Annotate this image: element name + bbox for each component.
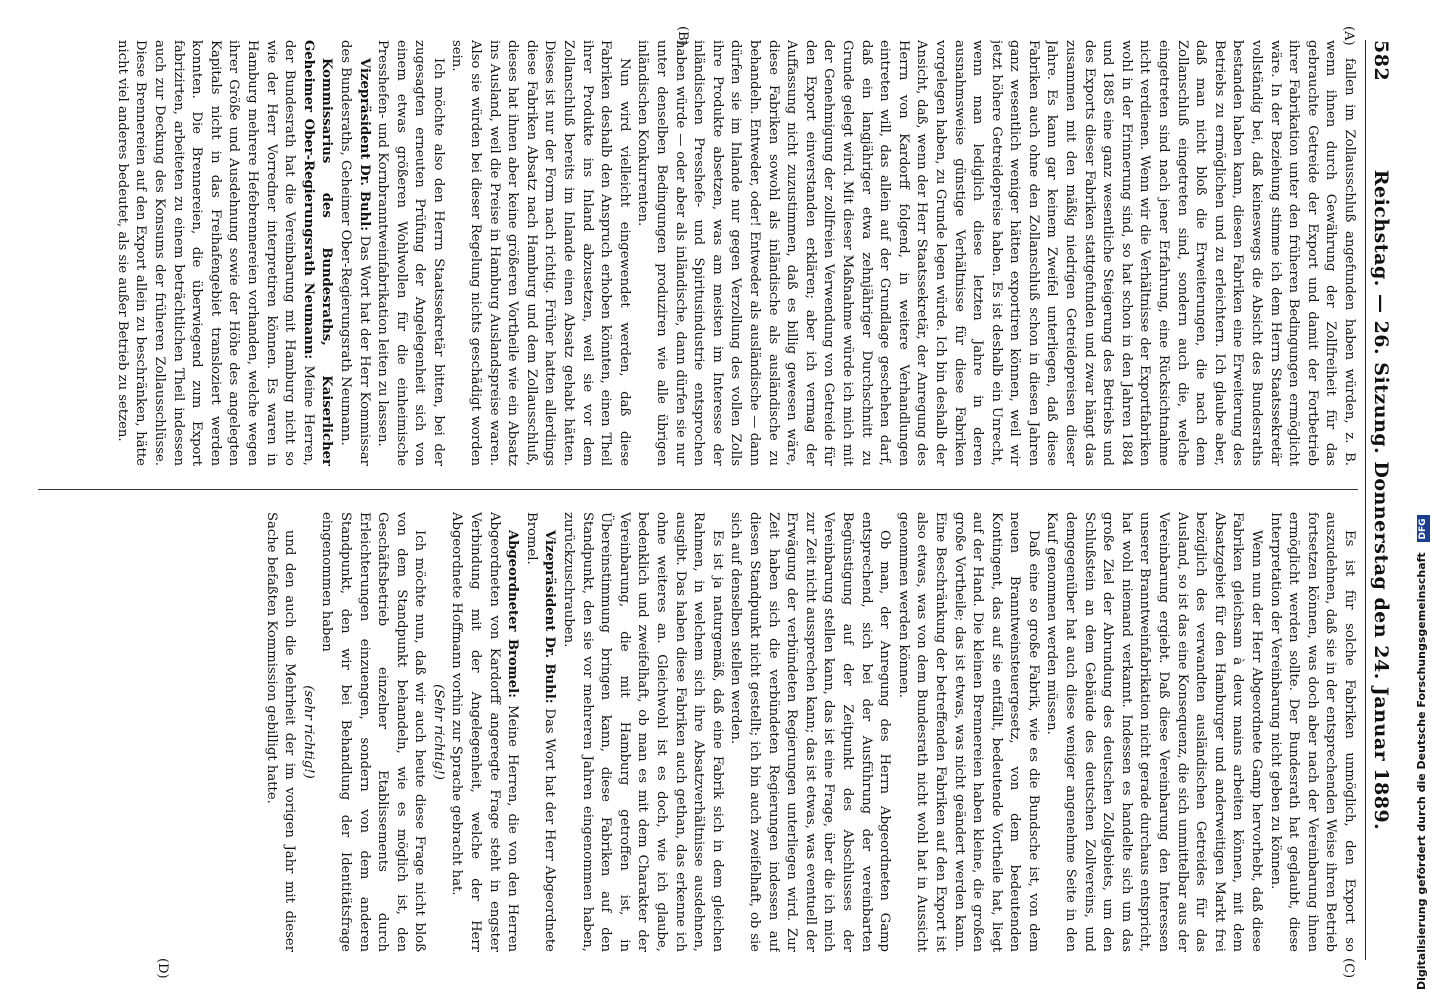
paragraph [726,512,893,952]
paragraph-text: Ich möchte also den Herrn Staatssekretär bitten, bei der zugesagten erneuten Prüfung der Angelegenheit sich von einem etwas größeren Wohlwollen für die einheimische Presshefen- und Kornbranntweinfabrikation leiten zu lassen. [375,40,446,466]
paragraph-text: Es ist ja naturgemäß, daß eine Fabrik sich in dem gleichen Rahmen, in welchem sich ihre Absatzverhältnisse ausdehnen, ausgibt. Das haben diese Fabriken auch gethan, das erkenne ich ohne weiteres an. Gleichwohl ist es doch, wie ich glaube, bedenklich und zweifelhaft, ob man es mit dem Charakter der Vereinbarung, die mit Hamburg getroffen ist, in Übereinstimmung bringen kann, diese Fabriken auf den Standpunkt, den sie vor mehreren Jahren eingenommen haben, zurückzuschrauben. [561,512,725,952]
paragraph [1265,512,1358,952]
paragraph [1042,512,1265,952]
paragraph-text: Daß eine so große Fabrik, wie es die Bundsche ist, von dem neuen Branntweinsteuergesetz, von dem bedeutenden Kontingent, das auf sie entfällt, bedeutende Vortheile hat, liegt auf der Hand. Die kleinen Brennereien haben kleine, die großen große Vortheile; das ist etwas, was nicht geändert werden kann. Eine Beschränkung der betreffenden Fabriken auf den Export ist also etwas, was von dem Bundesrath nicht wohl hat in Aussicht genommen werden können. [895,512,1041,952]
paragraph [373,40,447,466]
paragraph-text: Das Wort hat der Herr Abgeordnete Bromel. [523,512,558,952]
speaker-name: Kommissarius des Bundesraths, Kaiserlicher Geheimer Ober-Regierungsrath Neumann: [300,40,335,466]
page-number: 582 [1370,40,1392,82]
left-text-column [48,40,1358,466]
paragraph [447,40,633,466]
right-text-column [48,512,1358,952]
paragraph-text: Meine Herren, der Bundesrath hat die Vereinbarung mit Hamburg nicht so wie der Herr Vorredner interpretiren können. Es waren in Hamburg mehrere Hefebrennereien vorhanden, welche wegen ihrer Größe und Ausdehnung sowie der Höhe des angelegten Kapitals nicht in das Freihafengebiet transloziert werden konnten. Die Brennereien, die überwiegend zum Export fabrizirten, arbeiteten zu einem beträchtlichen Theil indessen auch zur Deckung des Konsums der früheren Zollausschlüsse. Diese Brennereien auf den Export allein zu beschränken, hätte nicht viel anderes bedeutet, als sie außer Betrieb zu setzen. [114,40,316,466]
paragraph-text: Ob man, der Anregung des Herrn Abgeordneten Gamp entsprechend, sich bei der Ausführung der vereinbarten Begünstigung auf der Zeitpunkt des Abschlusses der Vereinbarung stellen kann, das ist eine Frage, über die ich mich zur Zeit nicht aussprechen kann; das ist etwas, was eventuell der Erwägung der verbündeten Regierungen unterliegen wird. Zur Zeit haben sich die verbündeten Regierungen indessen auf diesen Standpunkt nicht gestellt; ich bin auch zweifelhaft, ob sie sich auf denselben stellen werden. [728,512,893,952]
margin-marker-c: (C) [1341,958,1356,979]
digitization-footer [1412,0,1432,1000]
footer-strip [1412,0,1432,1000]
paragraph [317,512,429,952]
paragraph-text: fallen im Zollausschluß angefunden haben würden, z. B. wenn ihnen durch Gewährung der Zollfreiheit für das gebrauchte Getreide der Export und damit der Fortbetrieb ihrer Fabrikation unter den früheren Bedingungen ermöglicht wäre. In der Beziehung stimme ich dem Herrn Staatssekretär vollständig bei, daß keineswegs die Absicht des Bundesraths bestanden haben kann, diesen Fabriken eine Erweiterung des Betriebs zu ermöglichen und zu erleichtern. Ich glaube aber, daß man nicht bloß die Erweiterungen, die nach dem Zollanschluß eingetreten sind, sondern auch die, welche eingetreten sind nach jener Erfahrung, eine Rücksichtnahme nicht verdienen. Wenn wir die Verhältnisse der Exportfabriken wohl in der Erinnerung sind, so hat schon in den Jahren 1884 und 1885 eine ganz wesentliche Steigerung des Betriebs und des Exports dieser Fabriken stattgefunden und zwar hängt das zusammen mit den mäßig niedrigen Getreidepreisen dieser Jahre. Es kann gar keinem Zweifel unterliegen, daß diese Fabriken auch ohne den Zollanschluß schon in diesen Jahren ganz wesentlich weniger hätten exportiren können, weil wir jetzt höhere Getreidepreise haben. Es ist deshalb ein Unrecht, wenn man lediglich diese letzten Jahre in deren ausnahmsweise günstige Verhältnisse für diese Fabriken vorgelegen haben, zu Grunde legen würde. Ich bin deshalb der Ansicht, daß, wenn der Herr Staatssekretär, der Anregung des Herrn von Kardorff folgend, in weitere Verhandlungen eintreten will, das allein auf der Grundlage geschehen darf, daß ein langjähriger etwa zehnjähriger Durchschnitt zu Grunde gelegt wird. Mit dieser Maßnahme würde ich mich mit der Genehmigung der zollfreien Verwendung von Getreide für den Export einverstanden erklären; aber ich vermag der Auffassung nicht zuzustimmen, daß es billig gewesen wäre, diese Fabriken sowohl als inländische als ausländische zu behandeln. Entweder, oder! Entweder als ausländische — dann dürfen sie im Inlande nur gegen Verzollung des vollen Zolls ihre Produkte absetzen, was am meisten im Interesse der inländischen Presshefe- und Spiritusindustrie entsprochen haben würde — oder aber als inländische, dann dürfen sie nur unter denselben Bedingungen produziren wie alle übrigen inländischen Konkurrenten. [635,40,1357,466]
paragraph-text: Das Wort hat der Herr Kommissar des Bundesraths, Geheimer Ober-Regierungsrath Neumann. [337,40,372,466]
margin-marker-a: (A) [1341,26,1356,46]
interjection: (sehr richtig!) [300,685,316,779]
paragraph-text: Es ist für solche Fabriken unmöglich, den Export so auszudehnen, daß sie in der entsprechenden Weise ihren Betrieb fortsetzen können, was doch aber nach der Vereinbarung ihnen ermöglicht werden sollte. Der Bundesrath hat geglaubt, diese Interpretation der Vereinbarung nicht geben zu können. [1267,512,1357,952]
margin-marker-d: (D) [155,958,170,979]
column-divider [38,489,1358,490]
paragraph-text: Ich möchte nun, daß wir auch heute diese Frage nicht bloß von dem Standpunkt behandeln, wie es möglich ist, den Geschäftsbetrieb einzelner Etablissements durch Erleichterungen einzuengen, sondern von dem anderen Standpunkt, den wir bei Behandlung der Identitätsfrage eingenommen haben [319,512,428,952]
paragraph [447,512,521,952]
paragraph [335,40,372,466]
interjection: (Sehr richtig!) [430,684,446,780]
paragraph [521,512,558,952]
page-header [1365,40,1400,960]
paragraph [893,512,1042,952]
dfg-logo: DFG [1417,515,1430,542]
paragraph-text: Nun wird vielleicht eingewendet werden, daß diese Fabriken deshalb den Anspruch erhoben könnten, einen Theil ihrer Produkte ins Inland abzusetzen, weil sie vor dem Zollanschluß bereits im Inlande einen Absatz gehabt hätten. Dieses ist nur der Form nach richtig. Früher hatten allerdings diese Fabriken Absatz nach Hamburg und dem Zollausschluß, dieses hat ihnen aber keine größeren Vortheile wie ein Absatz ins Ausland, weil die Preise in Hamburg Auslandspreise waren. Also sie würden bei dieser Regelung nichts geschädigt worden sein. [449,40,632,466]
paragraph [261,512,298,952]
paragraph-text: Wenn nun der Herr Abgeordnete Gamp hervorhebt, daß diese Fabriken gleichsam à deux mains arbeiten können, mit dem Absatzgebiet für den Hamburger und anderweitigen Markt frei bezüglich des verwandten ausländischen Getreides für das Ausland, so ist das eine Konsequenz, die sich unmittelbar aus der Vereinbarung ergiebt. Daß diese Vereinbarung den Interessen unserer Branntweinfabrikation nicht gerade durchaus entspricht, hat wohl niemand verkannt. Indessen es handelte sich um das große Ziel der Abrundung des deutschen Zollgebiets, um den Schlußstein an dem Gebäude des deutschen Zollvereins, und demgegenüber hat auch diese weniger angenehme Seite in den Kauf genommen werden müssen. [1044,512,1265,952]
margin-marker-b: (B) [675,26,690,46]
speaker-name: Vizepräsident Dr. Buhl: [542,530,558,704]
speaker-name: Abgeordneter Bromel: [505,530,521,699]
paragraph [633,40,1358,466]
paragraph-text: Meine Herren, die von den Herren Abgeordneten von Kardorff angeregte Frage steht in engster Verbindung mit der Angelegenheit, welche der Herr Abgeordnete Hoffmann vorhin zur Sprache gebracht hat. [449,512,521,952]
page-title: Reichstag. — 26. Sitzung. Donnerstag den 24. Januar 1889. [1370,169,1392,831]
paragraph [558,512,725,952]
paragraph [112,40,335,466]
paragraph-text: und den auch die Mehrheit der im vorigen Jahr mit dieser Sache befaßten Kommission gebilligt hatte. [263,512,298,952]
footer-text: Digitalisierung gefördert durch die Deutsche Forschungsgemeinschaft [1415,552,1428,990]
speaker-name: Vizepräsident Dr. Buhl: [356,58,372,232]
